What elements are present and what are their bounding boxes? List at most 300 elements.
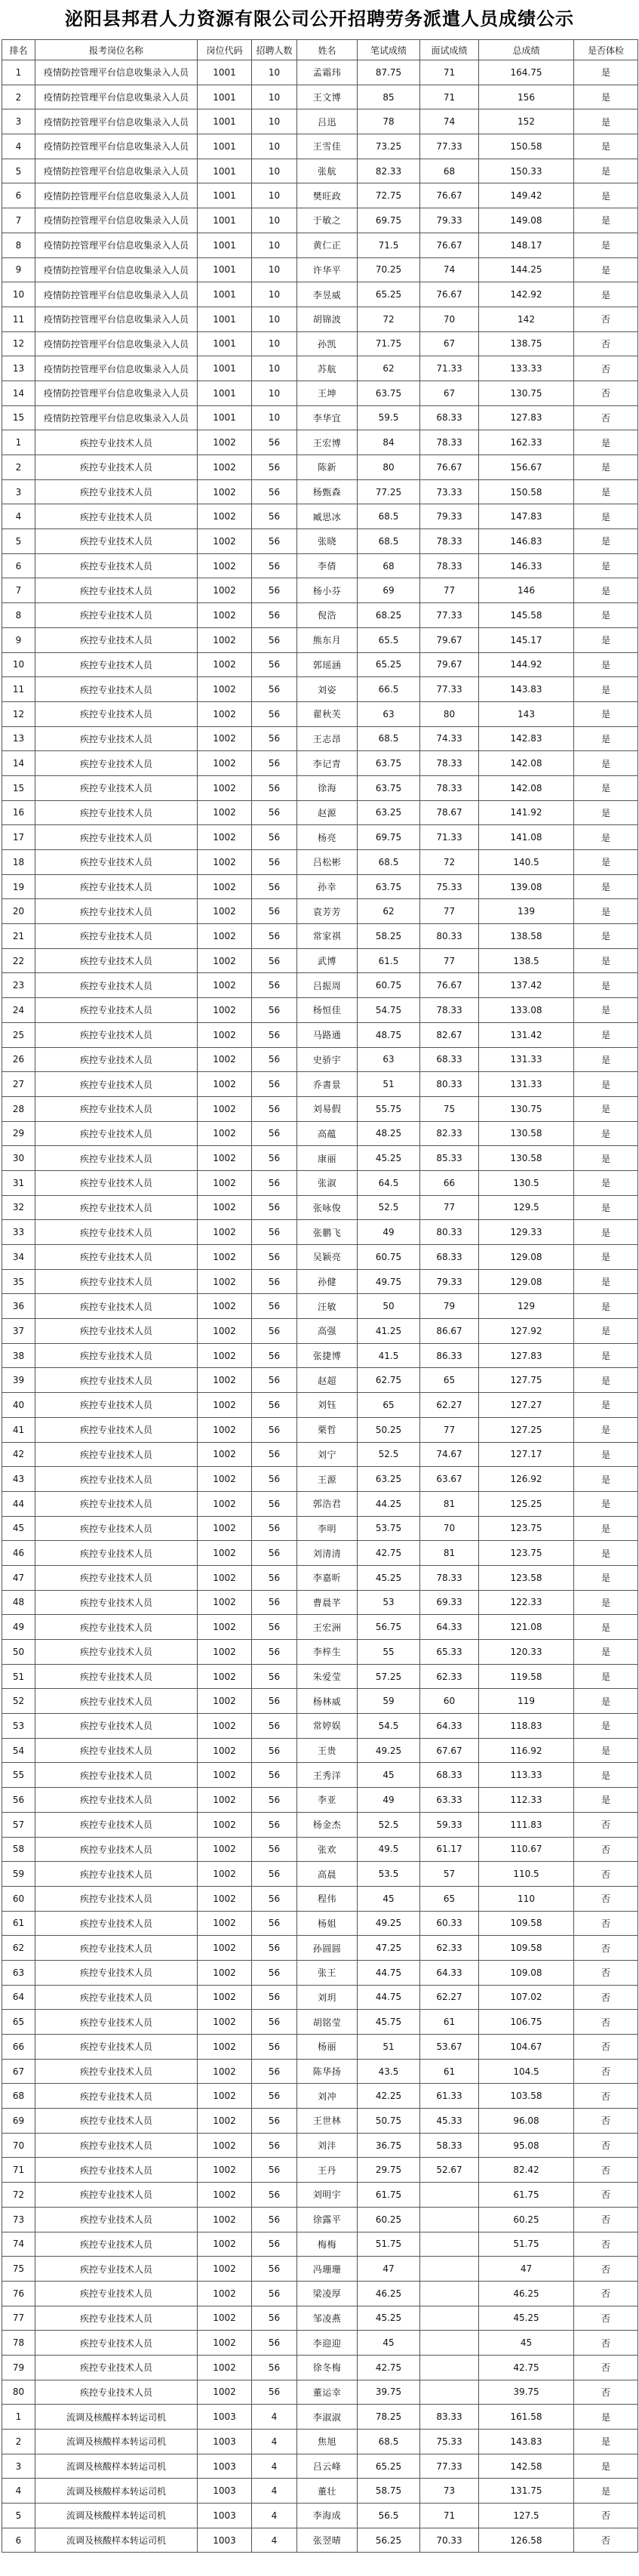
table-row bbox=[2, 948, 638, 973]
table-row bbox=[2, 1565, 638, 1590]
quota-cell: 56 bbox=[252, 1170, 297, 1195]
name-cell: 赵超 bbox=[297, 1368, 358, 1393]
table-row bbox=[2, 331, 638, 356]
medical-check-cell: 是 bbox=[574, 1319, 638, 1344]
table-row bbox=[2, 1220, 638, 1245]
medical-check-cell: 否 bbox=[574, 356, 638, 381]
position-cell: 疾控专业技术人员 bbox=[35, 1985, 198, 2010]
total-score-cell: 39.75 bbox=[479, 2380, 574, 2405]
code-cell: 1003 bbox=[198, 2430, 252, 2454]
quota-cell: 10 bbox=[252, 159, 297, 183]
position-cell: 疾控专业技术人员 bbox=[35, 504, 198, 529]
medical-check-cell: 是 bbox=[574, 159, 638, 183]
position-cell: 疾控专业技术人员 bbox=[35, 1738, 198, 1763]
rank-cell: 49 bbox=[2, 1615, 35, 1640]
quota-cell: 56 bbox=[252, 2207, 297, 2232]
written-score-cell: 70.25 bbox=[358, 257, 420, 282]
table-row bbox=[2, 159, 638, 183]
interview-score-cell: 52.67 bbox=[420, 2158, 479, 2183]
total-score-cell: 127.83 bbox=[479, 405, 574, 430]
position-cell: 疫情防控管理平台信息收集录入人员 bbox=[35, 282, 198, 307]
medical-check-cell: 否 bbox=[574, 381, 638, 405]
total-score-cell: 118.83 bbox=[479, 1714, 574, 1739]
written-score-cell: 55 bbox=[358, 1640, 420, 1665]
header-rank: 排名 bbox=[2, 40, 35, 60]
rank-cell: 1 bbox=[2, 2405, 35, 2430]
table-row bbox=[2, 1022, 638, 1047]
position-cell: 疾控专业技术人员 bbox=[35, 2084, 198, 2109]
position-cell: 流调及核酸样本转运司机 bbox=[35, 2454, 198, 2479]
medical-check-cell: 是 bbox=[574, 825, 638, 850]
interview-score-cell bbox=[420, 2183, 479, 2208]
name-cell: 张晓 bbox=[297, 529, 358, 554]
name-cell: 张翌晴 bbox=[297, 2528, 358, 2553]
table-row bbox=[2, 775, 638, 800]
total-score-cell: 142 bbox=[479, 307, 574, 331]
medical-check-cell: 否 bbox=[574, 2109, 638, 2134]
quota-cell: 56 bbox=[252, 1417, 297, 1442]
interview-score-cell: 75 bbox=[420, 1096, 479, 1121]
interview-score-cell bbox=[420, 2331, 479, 2356]
position-cell: 疾控专业技术人员 bbox=[35, 1170, 198, 1195]
rank-cell: 3 bbox=[2, 2454, 35, 2479]
position-cell: 疾控专业技术人员 bbox=[35, 603, 198, 628]
total-score-cell: 142.08 bbox=[479, 775, 574, 800]
quota-cell: 56 bbox=[252, 2059, 297, 2084]
quota-cell: 56 bbox=[252, 430, 297, 455]
code-cell: 1002 bbox=[198, 948, 252, 973]
position-cell: 疾控专业技术人员 bbox=[35, 2281, 198, 2306]
written-score-cell: 45 bbox=[358, 2331, 420, 2356]
table-row bbox=[2, 1985, 638, 2010]
code-cell: 1002 bbox=[198, 1417, 252, 1442]
position-cell: 疾控专业技术人员 bbox=[35, 1096, 198, 1121]
code-cell: 1002 bbox=[198, 1689, 252, 1714]
interview-score-cell: 83.33 bbox=[420, 2405, 479, 2430]
written-score-cell: 78 bbox=[358, 109, 420, 134]
code-cell: 1002 bbox=[198, 603, 252, 628]
interview-score-cell: 62.33 bbox=[420, 1936, 479, 1961]
header-code: 岗位代码 bbox=[198, 40, 252, 60]
code-cell: 1002 bbox=[198, 677, 252, 702]
quota-cell: 56 bbox=[252, 2158, 297, 2183]
code-cell: 1002 bbox=[198, 1664, 252, 1689]
code-cell: 1002 bbox=[198, 1096, 252, 1121]
quota-cell: 56 bbox=[252, 2010, 297, 2035]
total-score-cell: 127.27 bbox=[479, 1393, 574, 1418]
quota-cell: 56 bbox=[252, 2232, 297, 2257]
table-row bbox=[2, 1393, 638, 1418]
quota-cell: 10 bbox=[252, 134, 297, 159]
written-score-cell: 52.5 bbox=[358, 1442, 420, 1467]
table-row bbox=[2, 627, 638, 652]
interview-score-cell: 64.33 bbox=[420, 1960, 479, 1985]
code-cell: 1002 bbox=[198, 1615, 252, 1640]
table-row bbox=[2, 1541, 638, 1566]
rank-cell: 3 bbox=[2, 479, 35, 504]
table-row bbox=[2, 257, 638, 282]
table-row bbox=[2, 208, 638, 233]
medical-check-cell: 否 bbox=[574, 2133, 638, 2158]
total-score-cell: 103.58 bbox=[479, 2084, 574, 2109]
quota-cell: 56 bbox=[252, 2183, 297, 2208]
rank-cell: 66 bbox=[2, 2035, 35, 2060]
interview-score-cell: 72 bbox=[420, 850, 479, 875]
written-score-cell: 39.75 bbox=[358, 2380, 420, 2405]
code-cell: 1002 bbox=[198, 652, 252, 677]
position-cell: 疾控专业技术人员 bbox=[35, 1936, 198, 1961]
code-cell: 1002 bbox=[198, 1565, 252, 1590]
total-score-cell: 131.33 bbox=[479, 1072, 574, 1097]
written-score-cell: 45.25 bbox=[358, 2306, 420, 2331]
code-cell: 1001 bbox=[198, 307, 252, 331]
position-cell: 疾控专业技术人员 bbox=[35, 1467, 198, 1492]
name-cell: 常婷娱 bbox=[297, 1714, 358, 1739]
medical-check-cell: 是 bbox=[574, 850, 638, 875]
name-cell: 曹晨芊 bbox=[297, 1590, 358, 1615]
name-cell: 张捷博 bbox=[297, 1343, 358, 1368]
written-score-cell: 42.75 bbox=[358, 2355, 420, 2380]
code-cell: 1002 bbox=[198, 2257, 252, 2282]
interview-score-cell: 61 bbox=[420, 2059, 479, 2084]
quota-cell: 56 bbox=[252, 2084, 297, 2109]
medical-check-cell: 是 bbox=[574, 60, 638, 85]
written-score-cell: 51 bbox=[358, 1072, 420, 1097]
position-cell: 疫情防控管理平台信息收集录入人员 bbox=[35, 85, 198, 109]
quota-cell: 56 bbox=[252, 751, 297, 776]
interview-score-cell: 81 bbox=[420, 1541, 479, 1566]
medical-check-cell: 是 bbox=[574, 775, 638, 800]
medical-check-cell: 是 bbox=[574, 1590, 638, 1615]
code-cell: 1001 bbox=[198, 159, 252, 183]
name-cell: 邹凌燕 bbox=[297, 2306, 358, 2331]
medical-check-cell: 否 bbox=[574, 2084, 638, 2109]
total-score-cell: 150.58 bbox=[479, 479, 574, 504]
quota-cell: 56 bbox=[252, 1195, 297, 1220]
table-row bbox=[2, 1195, 638, 1220]
table-row bbox=[2, 1245, 638, 1270]
interview-score-cell: 71.33 bbox=[420, 356, 479, 381]
total-score-cell: 162.33 bbox=[479, 430, 574, 455]
code-cell: 1002 bbox=[198, 627, 252, 652]
table-row bbox=[2, 1590, 638, 1615]
code-cell: 1002 bbox=[198, 578, 252, 603]
name-cell: 朱爱莹 bbox=[297, 1664, 358, 1689]
quota-cell: 56 bbox=[252, 1738, 297, 1763]
quota-cell: 56 bbox=[252, 1467, 297, 1492]
written-score-cell: 41.5 bbox=[358, 1343, 420, 1368]
results-table bbox=[2, 39, 638, 2553]
table-row bbox=[2, 1343, 638, 1368]
interview-score-cell: 67 bbox=[420, 331, 479, 356]
rank-cell: 1 bbox=[2, 60, 35, 85]
quota-cell: 10 bbox=[252, 405, 297, 430]
total-score-cell: 127.25 bbox=[479, 1417, 574, 1442]
position-cell: 疾控专业技术人员 bbox=[35, 899, 198, 924]
written-score-cell: 63.75 bbox=[358, 874, 420, 899]
rank-cell: 58 bbox=[2, 1837, 35, 1862]
quota-cell: 56 bbox=[252, 2281, 297, 2306]
table-row bbox=[2, 2331, 638, 2356]
quota-cell: 56 bbox=[252, 1442, 297, 1467]
total-score-cell: 106.75 bbox=[479, 2010, 574, 2035]
interview-score-cell: 58.33 bbox=[420, 2133, 479, 2158]
name-cell: 王雪佳 bbox=[297, 134, 358, 159]
name-cell: 冯珊珊 bbox=[297, 2257, 358, 2282]
code-cell: 1002 bbox=[198, 2306, 252, 2331]
total-score-cell: 125.25 bbox=[479, 1491, 574, 1516]
written-score-cell: 68.5 bbox=[358, 529, 420, 554]
code-cell: 1002 bbox=[198, 479, 252, 504]
quota-cell: 56 bbox=[252, 578, 297, 603]
quota-cell: 56 bbox=[252, 1565, 297, 1590]
position-cell: 疾控专业技术人员 bbox=[35, 1664, 198, 1689]
position-cell: 疫情防控管理平台信息收集录入人员 bbox=[35, 331, 198, 356]
name-cell: 倪浩 bbox=[297, 603, 358, 628]
code-cell: 1001 bbox=[198, 331, 252, 356]
interview-score-cell: 78.67 bbox=[420, 800, 479, 825]
medical-check-cell: 否 bbox=[574, 307, 638, 331]
interview-score-cell: 65 bbox=[420, 1886, 479, 1911]
quota-cell: 10 bbox=[252, 331, 297, 356]
table-row bbox=[2, 405, 638, 430]
position-cell: 疾控专业技术人员 bbox=[35, 1640, 198, 1665]
interview-score-cell bbox=[420, 2306, 479, 2331]
table-row bbox=[2, 2528, 638, 2553]
name-cell: 程伟 bbox=[297, 1886, 358, 1911]
quota-cell: 56 bbox=[252, 1985, 297, 2010]
rank-cell: 11 bbox=[2, 307, 35, 331]
total-score-cell: 156 bbox=[479, 85, 574, 109]
total-score-cell: 60.25 bbox=[479, 2207, 574, 2232]
rank-cell: 60 bbox=[2, 1886, 35, 1911]
position-cell: 疾控专业技术人员 bbox=[35, 677, 198, 702]
quota-cell: 56 bbox=[252, 1072, 297, 1097]
name-cell: 于敏之 bbox=[297, 208, 358, 233]
medical-check-cell: 是 bbox=[574, 677, 638, 702]
written-score-cell: 65.25 bbox=[358, 282, 420, 307]
rank-cell: 62 bbox=[2, 1936, 35, 1961]
interview-score-cell: 78.33 bbox=[420, 1565, 479, 1590]
name-cell: 张咏俊 bbox=[297, 1195, 358, 1220]
position-cell: 疾控专业技术人员 bbox=[35, 825, 198, 850]
quota-cell: 56 bbox=[252, 2133, 297, 2158]
position-cell: 流调及核酸样本转运司机 bbox=[35, 2504, 198, 2528]
medical-check-cell: 是 bbox=[574, 1491, 638, 1516]
position-cell: 疾控专业技术人员 bbox=[35, 1714, 198, 1739]
position-cell: 疾控专业技术人员 bbox=[35, 1319, 198, 1344]
name-cell: 陈华扬 bbox=[297, 2059, 358, 2084]
table-row bbox=[2, 2281, 638, 2306]
medical-check-cell: 是 bbox=[574, 109, 638, 134]
position-cell: 疾控专业技术人员 bbox=[35, 1245, 198, 1270]
table-row bbox=[2, 850, 638, 875]
position-cell: 疾控专业技术人员 bbox=[35, 1565, 198, 1590]
interview-score-cell: 77.33 bbox=[420, 677, 479, 702]
interview-score-cell: 68.33 bbox=[420, 1245, 479, 1270]
written-score-cell: 60.75 bbox=[358, 973, 420, 998]
medical-check-cell: 是 bbox=[574, 2479, 638, 2504]
name-cell: 刘钰 bbox=[297, 1393, 358, 1418]
code-cell: 1002 bbox=[198, 1047, 252, 1072]
name-cell: 栗哲 bbox=[297, 1417, 358, 1442]
table-row bbox=[2, 998, 638, 1023]
rank-cell: 7 bbox=[2, 208, 35, 233]
header-written-score: 笔试成绩 bbox=[358, 40, 420, 60]
total-score-cell: 129.08 bbox=[479, 1269, 574, 1294]
medical-check-cell: 否 bbox=[574, 1837, 638, 1862]
rank-cell: 26 bbox=[2, 1047, 35, 1072]
table-row bbox=[2, 1615, 638, 1640]
table-row bbox=[2, 504, 638, 529]
quota-cell: 56 bbox=[252, 899, 297, 924]
interview-score-cell: 67.67 bbox=[420, 1738, 479, 1763]
written-score-cell: 59 bbox=[358, 1689, 420, 1714]
medical-check-cell: 否 bbox=[574, 405, 638, 430]
total-score-cell: 95.08 bbox=[479, 2133, 574, 2158]
medical-check-cell: 是 bbox=[574, 257, 638, 282]
interview-score-cell bbox=[420, 2281, 479, 2306]
written-score-cell: 56.5 bbox=[358, 2504, 420, 2528]
code-cell: 1002 bbox=[198, 2331, 252, 2356]
interview-score-cell: 63.33 bbox=[420, 1788, 479, 1813]
rank-cell: 54 bbox=[2, 1738, 35, 1763]
written-score-cell: 45.25 bbox=[358, 1565, 420, 1590]
total-score-cell: 110.67 bbox=[479, 1837, 574, 1862]
quota-cell: 56 bbox=[252, 1960, 297, 1985]
interview-score-cell: 71.33 bbox=[420, 825, 479, 850]
rank-cell: 6 bbox=[2, 2528, 35, 2553]
written-score-cell: 71.75 bbox=[358, 331, 420, 356]
rank-cell: 21 bbox=[2, 924, 35, 949]
name-cell: 杨丽 bbox=[297, 2035, 358, 2060]
position-cell: 疾控专业技术人员 bbox=[35, 924, 198, 949]
position-cell: 疾控专业技术人员 bbox=[35, 479, 198, 504]
rank-cell: 35 bbox=[2, 1269, 35, 1294]
position-cell: 疾控专业技术人员 bbox=[35, 1343, 198, 1368]
table-row bbox=[2, 2306, 638, 2331]
quota-cell: 56 bbox=[252, 1615, 297, 1640]
table-row bbox=[2, 2257, 638, 2282]
written-score-cell: 68.5 bbox=[358, 850, 420, 875]
header-medical-check: 是否体检 bbox=[574, 40, 638, 60]
name-cell: 李华宜 bbox=[297, 405, 358, 430]
rank-cell: 14 bbox=[2, 751, 35, 776]
name-cell: 刘宁 bbox=[297, 1442, 358, 1467]
code-cell: 1003 bbox=[198, 2454, 252, 2479]
total-score-cell: 104.67 bbox=[479, 2035, 574, 2060]
position-cell: 疾控专业技术人员 bbox=[35, 2306, 198, 2331]
rank-cell: 42 bbox=[2, 1442, 35, 1467]
total-score-cell: 127.83 bbox=[479, 1343, 574, 1368]
medical-check-cell: 否 bbox=[574, 2528, 638, 2553]
medical-check-cell: 否 bbox=[574, 2257, 638, 2282]
table-row bbox=[2, 2207, 638, 2232]
quota-cell: 56 bbox=[252, 1664, 297, 1689]
written-score-cell: 63.75 bbox=[358, 775, 420, 800]
rank-cell: 30 bbox=[2, 1146, 35, 1171]
medical-check-cell: 是 bbox=[574, 479, 638, 504]
written-score-cell: 41.25 bbox=[358, 1319, 420, 1344]
code-cell: 1001 bbox=[198, 134, 252, 159]
total-score-cell: 141.08 bbox=[479, 825, 574, 850]
rank-cell: 18 bbox=[2, 850, 35, 875]
position-cell: 疾控专业技术人员 bbox=[35, 1146, 198, 1171]
medical-check-cell: 是 bbox=[574, 504, 638, 529]
rank-cell: 13 bbox=[2, 356, 35, 381]
written-score-cell: 65.25 bbox=[358, 652, 420, 677]
position-cell: 疫情防控管理平台信息收集录入人员 bbox=[35, 208, 198, 233]
table-row bbox=[2, 2479, 638, 2504]
rank-cell: 39 bbox=[2, 1368, 35, 1393]
header-position: 报考岗位名称 bbox=[35, 40, 198, 60]
interview-score-cell: 62.27 bbox=[420, 1393, 479, 1418]
medical-check-cell: 是 bbox=[574, 1245, 638, 1270]
position-cell: 疾控专业技术人员 bbox=[35, 2035, 198, 2060]
header-total-score: 总成绩 bbox=[479, 40, 574, 60]
table-row bbox=[2, 1936, 638, 1961]
name-cell: 杨恒佳 bbox=[297, 998, 358, 1023]
interview-score-cell: 68 bbox=[420, 159, 479, 183]
position-cell: 疾控专业技术人员 bbox=[35, 2158, 198, 2183]
rank-cell: 24 bbox=[2, 998, 35, 1023]
medical-check-cell: 是 bbox=[574, 430, 638, 455]
total-score-cell: 130.75 bbox=[479, 381, 574, 405]
written-score-cell: 69 bbox=[358, 578, 420, 603]
medical-check-cell: 是 bbox=[574, 1763, 638, 1788]
rank-cell: 5 bbox=[2, 529, 35, 554]
name-cell: 苏航 bbox=[297, 356, 358, 381]
rank-cell: 53 bbox=[2, 1714, 35, 1739]
rank-cell: 10 bbox=[2, 282, 35, 307]
code-cell: 1002 bbox=[198, 1714, 252, 1739]
table-row bbox=[2, 1121, 638, 1146]
name-cell: 杨亮 bbox=[297, 825, 358, 850]
medical-check-cell: 是 bbox=[574, 1689, 638, 1714]
quota-cell: 10 bbox=[252, 109, 297, 134]
rank-cell: 52 bbox=[2, 1689, 35, 1714]
table-row bbox=[2, 1146, 638, 1171]
total-score-cell: 142.92 bbox=[479, 282, 574, 307]
interview-score-cell: 77 bbox=[420, 1417, 479, 1442]
code-cell: 1002 bbox=[198, 850, 252, 875]
name-cell: 李记青 bbox=[297, 751, 358, 776]
table-row bbox=[2, 430, 638, 455]
position-cell: 流调及核酸样本转运司机 bbox=[35, 2528, 198, 2553]
code-cell: 1002 bbox=[198, 1516, 252, 1541]
table-row bbox=[2, 553, 638, 578]
written-score-cell: 68 bbox=[358, 553, 420, 578]
medical-check-cell: 否 bbox=[574, 1862, 638, 1887]
rank-cell: 51 bbox=[2, 1664, 35, 1689]
table-row bbox=[2, 677, 638, 702]
written-score-cell: 45.75 bbox=[358, 2010, 420, 2035]
medical-check-cell: 是 bbox=[574, 233, 638, 257]
written-score-cell: 56.25 bbox=[358, 2528, 420, 2553]
rank-cell: 61 bbox=[2, 1911, 35, 1936]
code-cell: 1002 bbox=[198, 1319, 252, 1344]
table-row bbox=[2, 1072, 638, 1097]
position-cell: 疾控专业技术人员 bbox=[35, 1195, 198, 1220]
written-score-cell: 50 bbox=[358, 1294, 420, 1319]
table-row bbox=[2, 2133, 638, 2158]
position-cell: 疫情防控管理平台信息收集录入人员 bbox=[35, 381, 198, 405]
code-cell: 1003 bbox=[198, 2405, 252, 2430]
written-score-cell: 43.5 bbox=[358, 2059, 420, 2084]
table-row bbox=[2, 109, 638, 134]
total-score-cell: 146.83 bbox=[479, 529, 574, 554]
table-row bbox=[2, 2183, 638, 2208]
